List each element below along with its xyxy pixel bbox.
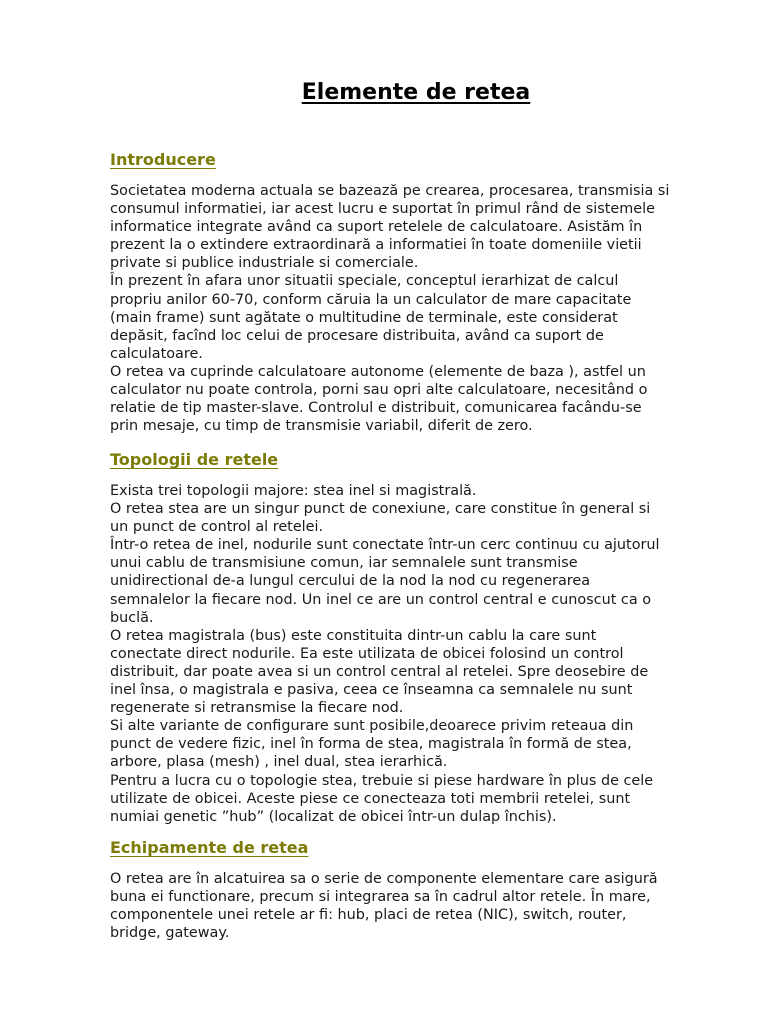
section-body-introducere <box>110 182 722 435</box>
text-line: componentele unei retele ar fi: hub, placi de retea (NIC), switch, router, <box>110 907 627 924</box>
section-heading-introducere: Introducere <box>110 150 216 169</box>
text-line: prin mesaje, cu timp de transmisie variabil, diferit de zero. <box>110 418 533 435</box>
text-line: Si alte variante de configurare sunt posibile,deoarece privim reteaua din <box>110 718 634 735</box>
text-line: unui cablu de transmisiune comun, iar semnalele sunt transmise <box>110 555 578 572</box>
text-line: buclă. <box>110 609 154 626</box>
text-line: private si publice industriale si comerciale. <box>110 255 419 272</box>
text-line: depăsit, facînd loc celui de procesare distribuita, având ca suport de <box>110 327 604 344</box>
text-line: O retea are în alcatuirea sa o serie de componente elementare care asigură <box>110 871 658 887</box>
text-line: calculator nu poate controla, porni sau opri alte calculatoare, necesitând o <box>110 382 648 399</box>
text-line: Pentru a lucra cu o topologie stea, trebuie si piese hardware în plus de cele <box>110 772 654 789</box>
text-line: informatice integrate având ca suport retelele de calculatoare. Asistăm în <box>110 219 643 236</box>
text-line: O retea va cuprinde calculatoare autonome (elemente de baza ), astfel un <box>110 363 646 380</box>
text-line: regenerate si retransmise la fiecare nod. <box>110 700 404 717</box>
text-line: Societatea moderna actuala se bazează pe crearea, procesarea, transmisia si <box>110 183 670 199</box>
text-line: distribuit, dar poate avea si un control central al retelei. Spre deosebire de <box>110 663 649 680</box>
text-line: unidirectional de-a lungul cercului de la nod la nod cu regenerarea <box>110 573 591 590</box>
text-line: buna ei functionare, precum si integrarea sa în cadrul altor retele. În mare, <box>110 889 651 906</box>
section-body-topologii <box>110 482 722 826</box>
text-line: O retea magistrala (bus) este constituita dintr-un cablu la care sunt <box>110 627 597 644</box>
text-line: prezent la o extindere extraordinară a informatiei în toate domeniile vietii <box>110 237 642 254</box>
section-heading-echipamente: Echipamente de retea <box>110 838 309 857</box>
text-line: numiai genetic ”hub” (localizat de obicei într-un dulap închis). <box>110 808 557 825</box>
text-line: consumul informatiei, iar acest lucru e suportat în primul rând de sistemele <box>110 201 655 218</box>
text-line: conectate direct nodurile. Ea este utilizata de obicei folosind un control <box>110 645 624 662</box>
section-body-echipamente <box>110 870 722 942</box>
text-line: bridge, gateway. <box>110 925 230 942</box>
text-line: Exista trei topologii majore: stea inel si magistrală. <box>110 483 477 499</box>
text-line: calculatoare. <box>110 345 203 362</box>
text-line: arbore, plasa (mesh) , inel dual, stea ierarhică. <box>110 754 448 771</box>
text-line: utilizate de obicei. Aceste piese ce conecteaza toti membrii retelei, sunt <box>110 790 631 807</box>
text-line: punct de vedere fizic, inel în forma de stea, magistrala în formă de stea, <box>110 736 632 753</box>
section-heading-topologii: Topologii de retele <box>110 450 279 469</box>
text-line: În prezent în afara unor situatii speciale, conceptul ierarhizat de calcul <box>110 273 619 290</box>
text-line: O retea stea are un singur punct de conexiune, care constitue în general si <box>110 501 651 518</box>
text-line: semnalelor la fiecare nod. Un inel ce are un control central e cunoscut ca o <box>110 591 652 608</box>
document-title: Elemente de retea <box>301 80 531 105</box>
text-line: propriu anilor 60-70, conform căruia la un calculator de mare capacitate <box>110 291 632 308</box>
text-line: inel însa, o magistrala e pasiva, ceea ce înseamna ca semnalele nu sunt <box>110 682 633 699</box>
text-line: (main frame) sunt agătate o multitudine de terminale, este considerat <box>110 309 618 326</box>
text-line: Într-o retea de inel, nodurile sunt conectate într-un cerc continuu cu ajutorul <box>110 537 660 554</box>
text-line: un punct de control al retelei. <box>110 519 324 536</box>
text-line: relatie de tip master-slave. Controlul e distribuit, comunicarea facându-se <box>110 400 642 417</box>
